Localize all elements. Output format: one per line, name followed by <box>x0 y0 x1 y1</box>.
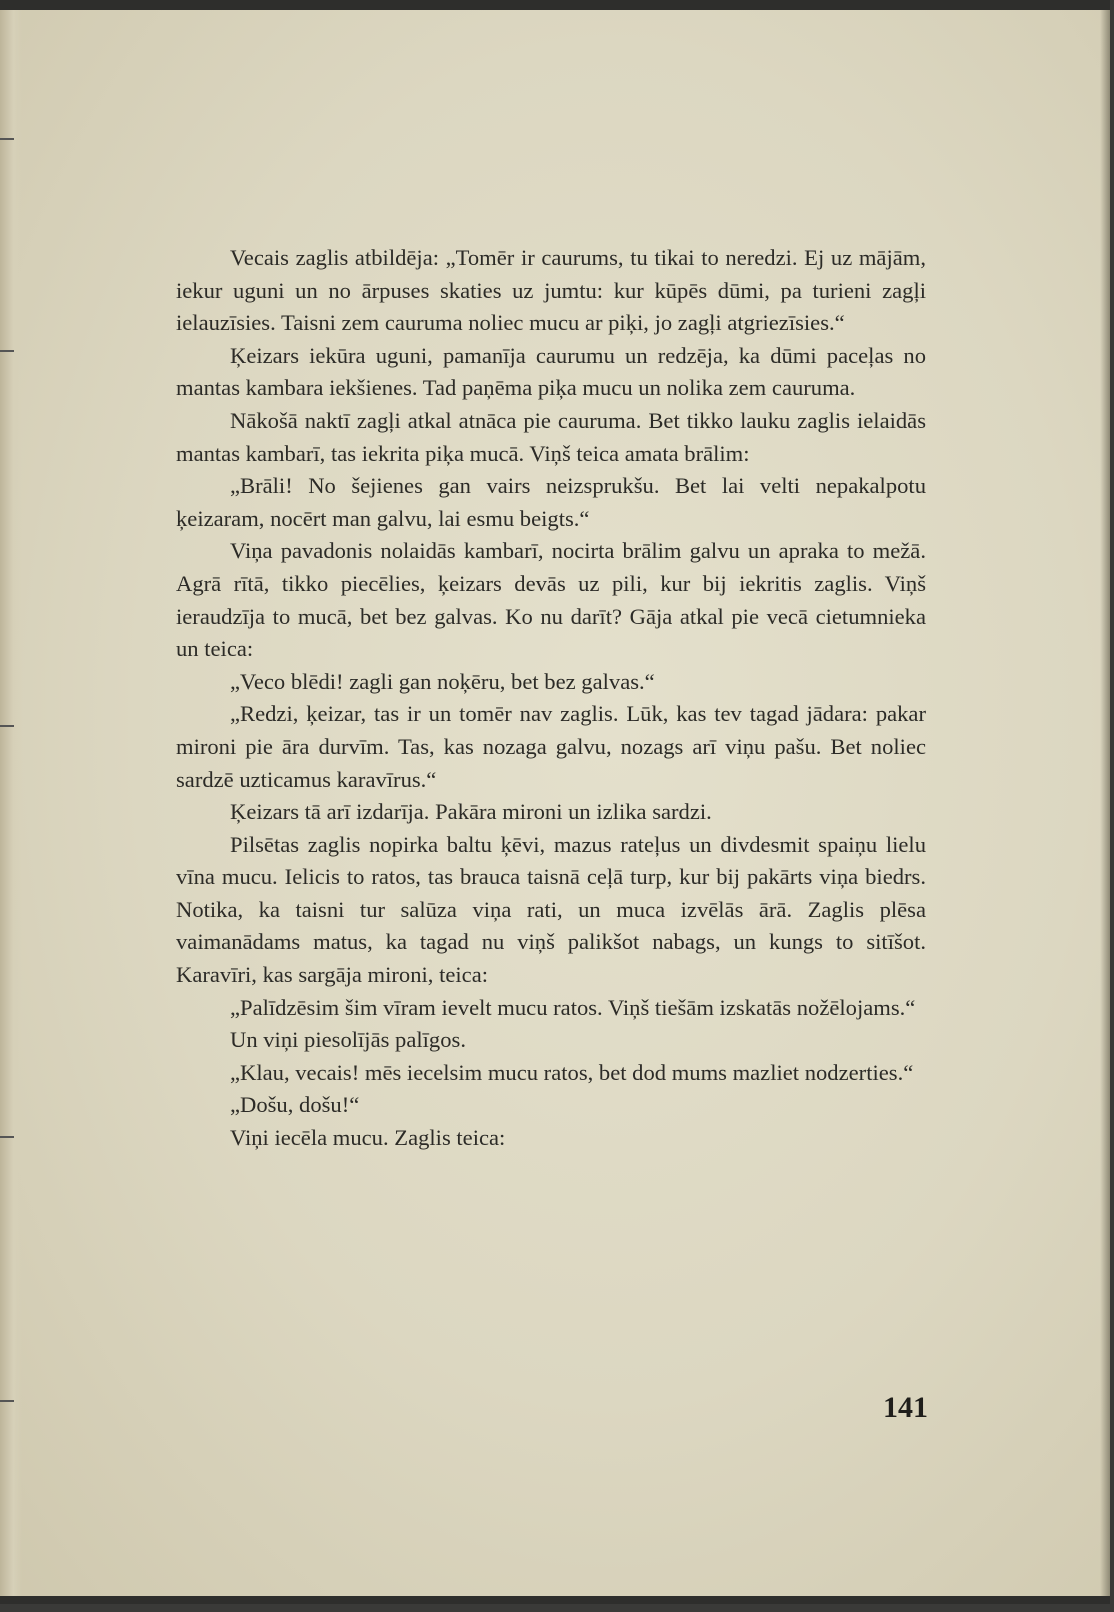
binding-mark <box>0 350 14 352</box>
paragraph: „Brāli! No šejienes gan vairs neizsprukšu. Bet lai velti nepakalpotu ķeizaram, nocērt man galvu, lai esmu beigts.“ <box>176 473 926 531</box>
paragraph: Viņi iecēla mucu. Zaglis teica: <box>230 1125 506 1151</box>
binding-mark <box>0 1136 14 1138</box>
page-right-edge <box>1100 10 1110 1596</box>
paragraph: Un viņi piesolījās palīgos. <box>230 1027 466 1053</box>
paragraph: Ķeizars tā arī izdarīja. Pakāra mironi un izlika sardzi. <box>230 799 712 825</box>
paragraph: „Klau, vecais! mēs iecelsim mucu ratos, bet dod mums mazliet nodzerties.“ <box>230 1059 914 1085</box>
binding-mark <box>0 1400 14 1402</box>
paragraph: Ķeizars iekūra uguni, pamanīja caurumu un redzēja, ka dūmi paceļas no mantas kambara iekšienes. Tad paņēma piķa mucu un nolika zem cauruma. <box>176 342 926 401</box>
page-number: 141 <box>883 1391 928 1424</box>
paragraph: „Došu, došu!“ <box>230 1092 360 1118</box>
page-left-edge <box>0 10 22 1596</box>
paragraph: Viņa pavadonis nolaidās kambarī, nocirta brālim galvu un apraka to mežā. Agrā rītā, tikko piecēlies, ķeizars devās uz pili, kur bij iekritis zaglis. Viņš ieraudzīja to mucā, bet bez galvas. Ko nu darīt? Gāja atkal pie vecā cietumnieka un teica: <box>176 538 926 662</box>
paragraph: Vecais zaglis atbildēja: „Tomēr ir caurums, tu tikai to neredzi. Ej uz mājām, iekur uguni un no ārpuses skaties uz jumtu: kur kūpēs dūmi, pa turieni zagļi ielauzīsies. Taisni zem cauruma noliec mucu ar piķi, jo zagļi atgriezīsies.“ <box>176 245 926 336</box>
binding-mark <box>0 725 14 727</box>
paragraph: Pilsētas zaglis nopirka baltu ķēvi, mazus rateļus un divdesmit spaiņu lielu vīna mucu. Ielicis to ratos, tas brauca taisnā ceļā turp, kur bij pakārts viņa biedrs. Notika, ka taisni tur salūza viņa rati, un muca izvēlās ārā. Zaglis plēsa vaimanādams matus, ka tagad nu viņš palikšot nabags, un kungs to sitīšot. Karavīri, kas sargāja mironi, teica: <box>176 831 926 988</box>
paragraph: „Palīdzēsim šim vīram ievelt mucu ratos. Viņš tiešām izskatās nožēlojams.“ <box>230 994 916 1020</box>
paragraph: Nākošā naktī zagļi atkal atnāca pie cauruma. Bet tikko lauku zaglis ielaidās mantas kambarī, tas iekrita piķa mucā. Viņš teica amata brālim: <box>176 407 926 466</box>
paragraph: „Redzi, ķeizar, tas ir un tomēr nav zaglis. Lūk, kas tev tagad jādara: pakar mironi pie āra durvīm. Tas, kas nozaga galvu, nozags arī viņu pašu. Bet noliec sardzē uzticamus karavīrus.“ <box>176 701 926 792</box>
paragraph: „Veco blēdi! zagli gan noķēru, bet bez galvas.“ <box>230 668 655 694</box>
body-text <box>176 242 926 1155</box>
binding-mark <box>0 138 14 140</box>
